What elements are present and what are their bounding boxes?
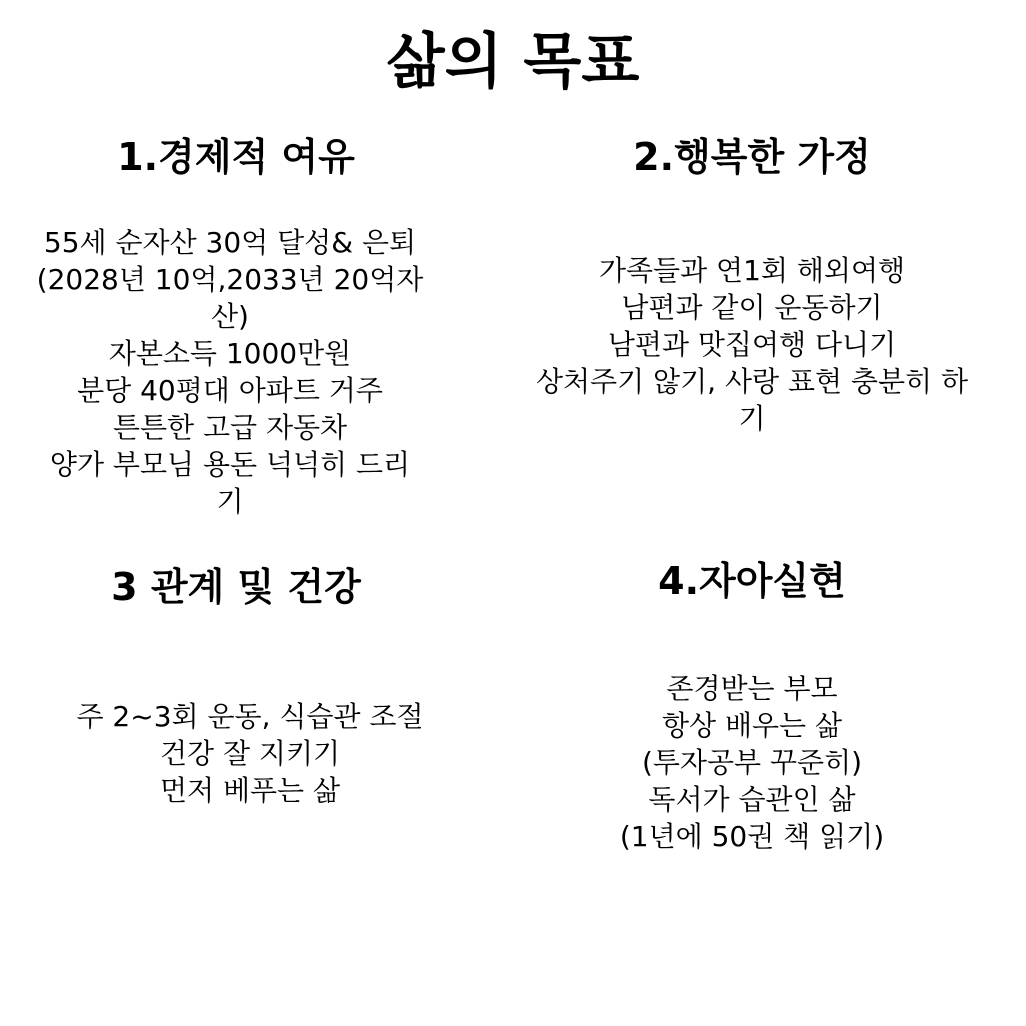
section-body <box>10 698 490 809</box>
page-title: 삶의 목표 <box>386 27 640 97</box>
goal-line: 존경받는 부모 <box>666 672 838 705</box>
section-heading: 4.자아실현 <box>658 559 846 603</box>
section-body <box>512 670 992 855</box>
goal-line: 자본소득 1000만원 <box>108 337 352 370</box>
goal-line: 항상 배우는 삶 <box>661 709 843 742</box>
goal-line: 기 <box>216 485 244 518</box>
goal-line: (1년에 50권 책 읽기) <box>619 820 885 853</box>
goal-line: 양가 부모님 용돈 넉넉히 드리 <box>49 448 411 481</box>
goal-line: (2028년 10억,2033년 20억자 <box>36 263 424 296</box>
section-heading: 3 관계 및 건강 <box>111 565 361 609</box>
section-body <box>512 252 992 437</box>
goal-line: 상처주기 않기, 사랑 표현 충분히 하 <box>535 365 969 398</box>
goal-line: 건강 잘 지키기 <box>159 737 341 770</box>
goal-line: 주 2~3회 운동, 식습관 조절 <box>76 700 424 733</box>
goal-line: 분당 40평대 아파트 거주 <box>77 374 383 407</box>
section-heading: 1.경제적 여유 <box>117 135 355 179</box>
goal-line: 독서가 습관인 삶 <box>648 783 856 816</box>
section-heading: 2.행복한 가정 <box>633 135 871 179</box>
goal-line: 기 <box>738 402 766 435</box>
goal-line: 가족들과 연1회 해외여행 <box>598 254 906 287</box>
goal-line: 먼저 베푸는 삶 <box>159 774 341 807</box>
goal-line: 남편과 같이 운동하기 <box>621 291 883 324</box>
goal-line: (투자공부 꾸준히) <box>641 746 863 779</box>
goal-line: 튼튼한 고급 자동차 <box>112 411 348 444</box>
section-body <box>0 224 470 520</box>
goal-line: 산) <box>211 300 249 333</box>
goal-line: 남편과 맛집여행 다니기 <box>607 328 897 361</box>
goal-line: 55세 순자산 30억 달성& 은퇴 <box>43 226 417 259</box>
